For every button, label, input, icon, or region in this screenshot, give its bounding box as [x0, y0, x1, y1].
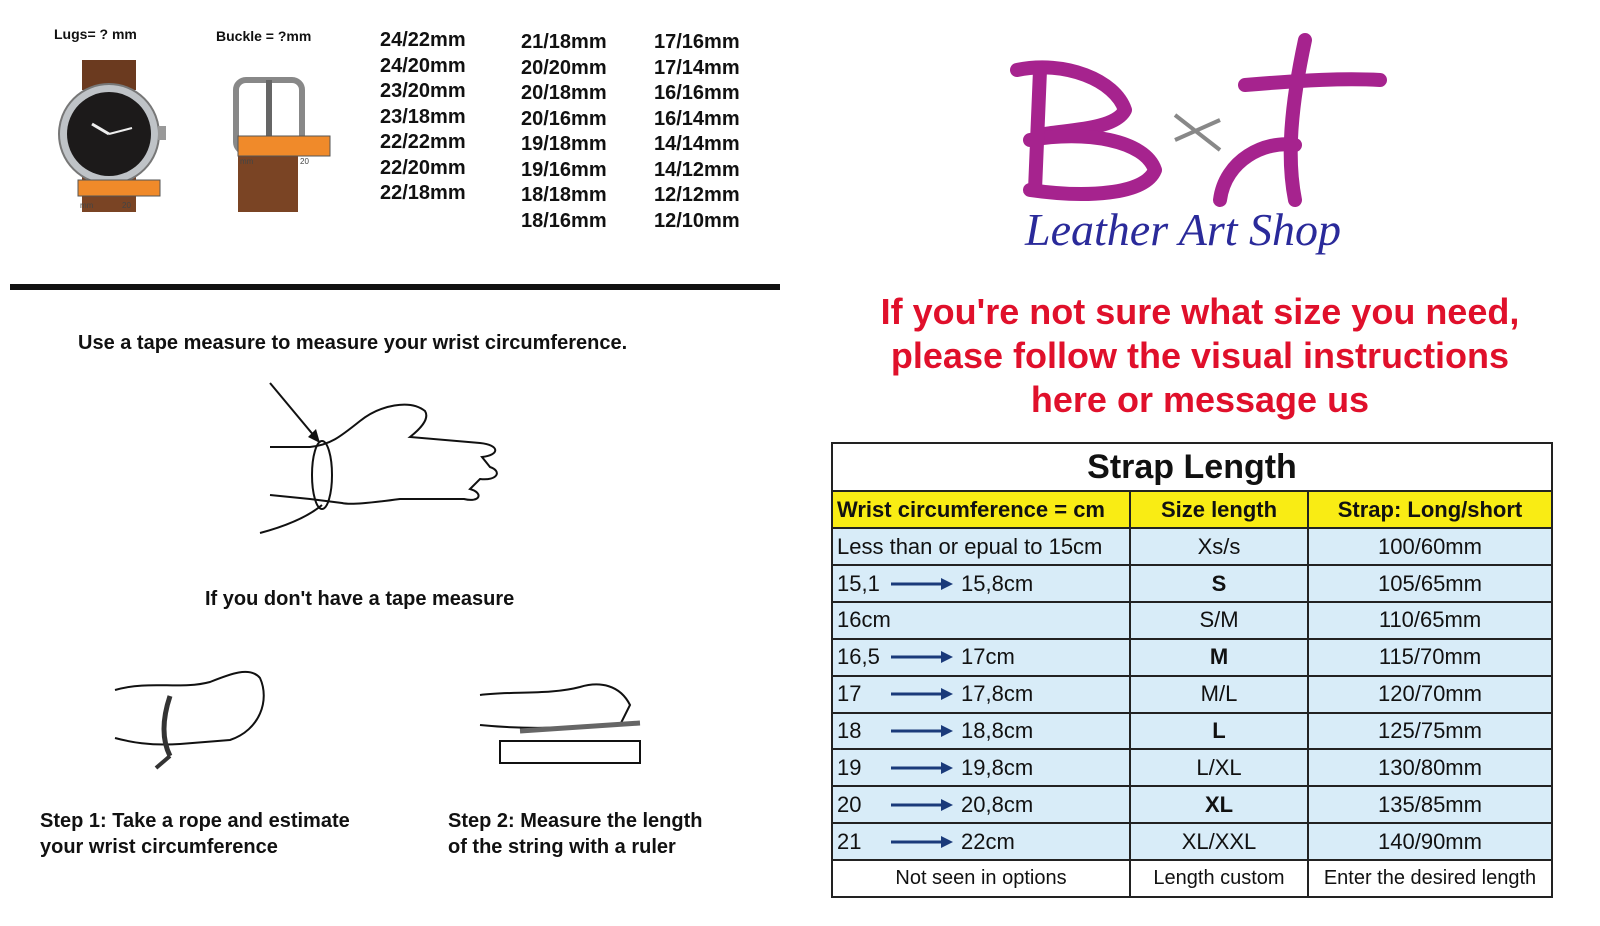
lugs-label: Lugs= ? mm: [54, 26, 137, 42]
wrist-from: 17: [837, 681, 862, 707]
table-footer-row: [832, 860, 1552, 897]
tape-instruction: Use a tape measure to measure your wrist circumference.: [78, 332, 628, 354]
watch-ruler-20: 20: [122, 201, 131, 210]
size-item: 19/18mm: [521, 133, 607, 155]
table-row: [832, 676, 1552, 713]
arrow-right-icon: [889, 688, 955, 700]
wrist-cell: [832, 528, 1130, 565]
watch-illustration: [40, 52, 180, 217]
step2-line1: Step 2: Measure the length: [448, 810, 703, 832]
table-header-row: [832, 491, 1552, 528]
help-line-1: If you're not sure what size you need,: [880, 291, 1520, 332]
wrist-from: 15,1: [837, 570, 880, 596]
header-strap: Strap: Long/short: [1308, 491, 1552, 528]
help-line-2: please follow the visual instructions: [890, 335, 1510, 376]
size-item: 20/18mm: [521, 82, 607, 104]
size-cell: M/L: [1130, 676, 1308, 713]
size-item: 12/12mm: [654, 184, 740, 206]
rope-wrist-illustration: [110, 660, 280, 770]
header-wrist: Wrist circumference = cm: [832, 491, 1130, 528]
size-column-1: [380, 28, 466, 207]
watch-ruler-mm: mm: [80, 201, 94, 210]
wrist-cell: [832, 565, 1130, 602]
strap-cell: 110/65mm: [1308, 602, 1552, 639]
strap-length-table: [831, 442, 1553, 898]
step1-line1: Step 1: Take a rope and estimate: [40, 810, 350, 832]
size-item: 16/14mm: [654, 107, 740, 130]
step1-text: [40, 808, 350, 860]
size-cell: S/M: [1130, 602, 1308, 639]
step2-text: [448, 808, 703, 860]
table-row: [832, 749, 1552, 786]
size-cell: Xs/s: [1130, 528, 1308, 565]
wrist-from: 18: [837, 718, 862, 744]
size-item: 18/16mm: [521, 209, 607, 232]
wrist-cell: [832, 639, 1130, 676]
help-message: [820, 290, 1580, 422]
table-title: Strap Length: [832, 443, 1552, 491]
arrow-right-icon: [889, 651, 955, 663]
buckle-ruler-20: 20: [300, 157, 309, 166]
size-item: 21/18mm: [521, 31, 607, 53]
table-row: [832, 823, 1552, 860]
wrist-to: 15,8cm: [961, 570, 1034, 596]
wrist-cell: [832, 713, 1130, 750]
ruler-string-illustration: [470, 655, 650, 770]
wrist-to: 20,8cm: [961, 791, 1034, 817]
size-item: 24/20mm: [380, 54, 466, 77]
buckle-ruler-mm: mm: [240, 157, 254, 166]
wrist-to: 19,8cm: [961, 754, 1034, 780]
size-item: 22/20mm: [380, 156, 466, 179]
step2-line2: of the string with a ruler: [448, 836, 676, 858]
size-cell: L: [1130, 713, 1308, 750]
table-row: [832, 786, 1552, 823]
footer-not-seen: Not seen in options: [832, 860, 1130, 897]
arrow-right-icon: [889, 762, 955, 774]
wrist-from: 21: [837, 828, 862, 854]
buckle-label: Buckle = ?mm: [216, 28, 312, 44]
wrist-cell: [832, 602, 1130, 639]
size-item: 14/14mm: [654, 133, 740, 155]
buckle-illustration: [228, 72, 338, 212]
strap-cell: 125/75mm: [1308, 713, 1552, 750]
size-column-2: [521, 30, 607, 234]
help-line-3: here or message us: [1030, 379, 1370, 420]
strap-cell: 115/70mm: [1308, 639, 1552, 676]
size-cell: L/XL: [1130, 749, 1308, 786]
strap-cell: 105/65mm: [1308, 565, 1552, 602]
size-cell: S: [1130, 565, 1308, 602]
size-item: 19/16mm: [521, 158, 607, 181]
size-cell: M: [1130, 639, 1308, 676]
size-column-3: [654, 30, 740, 234]
arrow-right-icon: [889, 799, 955, 811]
strap-cell: 120/70mm: [1308, 676, 1552, 713]
no-tape-heading: If you don't have a tape measure: [205, 588, 515, 610]
arrow-right-icon: [889, 836, 955, 848]
footer-length-custom: Length custom: [1130, 860, 1308, 897]
wrist-from: 20: [837, 791, 862, 817]
arrow-right-icon: [889, 578, 955, 590]
size-item: 24/22mm: [380, 29, 466, 51]
wrist-cell: [832, 823, 1130, 860]
brand-logo: [1005, 30, 1405, 260]
wrist-to: 17cm: [961, 644, 1015, 670]
strap-cell: 130/80mm: [1308, 749, 1552, 786]
header-size: Size length: [1130, 491, 1308, 528]
wrist-from: 16cm: [837, 607, 891, 633]
size-item: 23/20mm: [380, 80, 466, 102]
size-cell: XL: [1130, 786, 1308, 823]
wrist-tape-illustration: [250, 375, 510, 545]
size-item: 16/16mm: [654, 82, 740, 104]
wrist-cell: [832, 749, 1130, 786]
wrist-to: 22cm: [961, 828, 1015, 854]
section-divider: [10, 284, 780, 290]
size-item: 22/22mm: [380, 131, 466, 153]
size-cell: XL/XXL: [1130, 823, 1308, 860]
size-item: 17/14mm: [654, 56, 740, 79]
wrist-from: 19: [837, 754, 862, 780]
wrist-cell: [832, 676, 1130, 713]
size-item: 22/18mm: [380, 182, 466, 204]
size-item: 12/10mm: [654, 209, 740, 232]
brand-logo-text: Leather Art Shop: [1025, 204, 1342, 255]
strap-cell: 140/90mm: [1308, 823, 1552, 860]
footer-enter-length: Enter the desired length: [1308, 860, 1552, 897]
step1-line2: your wrist circumference: [40, 836, 278, 858]
size-item: 20/16mm: [521, 107, 607, 130]
size-item: 23/18mm: [380, 105, 466, 128]
size-item: 20/20mm: [521, 56, 607, 79]
wrist-to: 18,8cm: [961, 718, 1034, 744]
table-row: [832, 713, 1552, 750]
arrow-right-icon: [889, 725, 955, 737]
size-item: 18/18mm: [521, 184, 607, 206]
table-row: [832, 639, 1552, 676]
size-item: 17/16mm: [654, 31, 740, 53]
strap-cell: 100/60mm: [1308, 528, 1552, 565]
table-row: [832, 528, 1552, 565]
wrist-from: Less than or epual to 15cm: [837, 533, 1103, 559]
table-row: [832, 602, 1552, 639]
wrist-to: 17,8cm: [961, 681, 1034, 707]
strap-cell: 135/85mm: [1308, 786, 1552, 823]
table-row: [832, 565, 1552, 602]
wrist-cell: [832, 786, 1130, 823]
size-item: 14/12mm: [654, 158, 740, 181]
wrist-from: 16,5: [837, 644, 880, 670]
